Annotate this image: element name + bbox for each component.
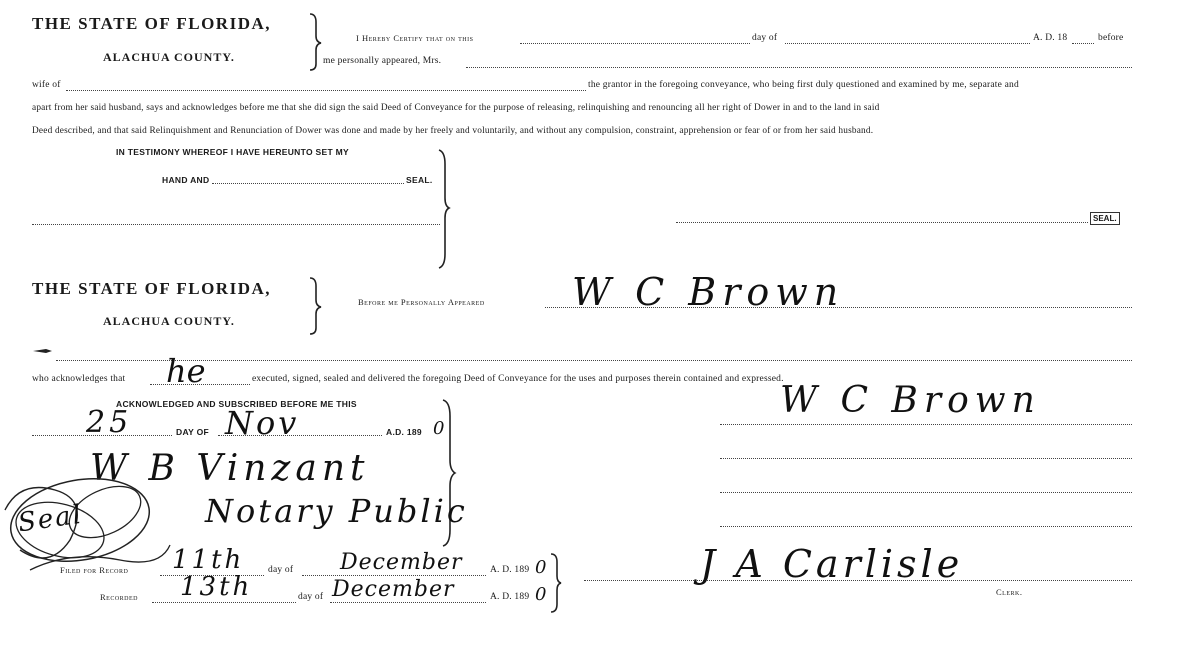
record-filed-day: 11th bbox=[172, 545, 245, 575]
cert1-line1-b: day of bbox=[752, 33, 778, 43]
cert1-sign-brace bbox=[436, 148, 454, 270]
pointing-hand-icon bbox=[32, 346, 54, 356]
cert2-ack-sub: ACKNOWLEDGED AND SUBSCRIBED BEFORE ME THIS bbox=[116, 399, 357, 409]
cert2-notary-name: W B Vinzant bbox=[90, 448, 370, 489]
cert2-appeared-name: W C Brown bbox=[572, 270, 845, 314]
cert1-hand-and: HAND AND bbox=[162, 175, 210, 185]
record-recorded-label: Recorded bbox=[100, 592, 139, 602]
cert1-line1-c: A. D. 18 bbox=[1033, 33, 1068, 43]
cert1-county-heading: ALACHUA COUNTY. bbox=[103, 50, 235, 64]
cert1-para-line2: apart from her said husband, says and acknowledges before me that she did sign the said Deed of Conveyance for the purpose of releasing, relinquishing and renouncing all her right of Dower in and to the land in said bbox=[32, 103, 880, 113]
record-filed-label: Filed for Record bbox=[60, 565, 129, 575]
cert2-county-heading: ALACHUA COUNTY. bbox=[103, 314, 235, 328]
cert1-para-line1: the grantor in the foregoing conveyance, who being first duly questioned and examined by me, separate and bbox=[588, 80, 1019, 90]
record-recorded-month-blank bbox=[330, 602, 486, 603]
record-brace bbox=[548, 552, 564, 614]
cert1-line1-d: before bbox=[1098, 33, 1124, 43]
cert1-wife-signature-line bbox=[676, 222, 1088, 223]
record-filed-ad: A. D. 189 bbox=[490, 565, 530, 575]
record-filed-dayof: day of bbox=[268, 565, 294, 575]
cert2-ad: A.D. 189 bbox=[386, 427, 422, 437]
cert1-mrs-blank bbox=[466, 67, 1132, 68]
cert2-signature-line-4 bbox=[720, 526, 1132, 527]
record-recorded-ad: A. D. 189 bbox=[490, 592, 530, 602]
cert1-state-heading: THE STATE OF FLORIDA, bbox=[32, 14, 271, 33]
cert1-year-blank bbox=[1072, 43, 1094, 44]
record-recorded-month: December bbox=[332, 577, 455, 602]
cert1-day-blank bbox=[520, 43, 750, 44]
cert1-seal-label: SEAL. bbox=[406, 175, 433, 185]
cert1-brace bbox=[306, 12, 324, 72]
cert1-line2: me personally appeared, Mrs. bbox=[323, 56, 442, 66]
cert2-month-value: Nov bbox=[225, 404, 300, 442]
cert1-hand-blank bbox=[212, 183, 404, 184]
record-filed-month-blank bbox=[302, 575, 486, 576]
cert2-signature-line-3 bbox=[720, 492, 1132, 493]
cert2-signature-line-2 bbox=[720, 458, 1132, 459]
cert2-notary-title: Notary Public bbox=[205, 492, 468, 530]
cert1-seal-box bbox=[1090, 206, 1120, 225]
record-recorded-day: 13th bbox=[180, 572, 253, 602]
record-filed-year: 0 bbox=[535, 557, 547, 578]
cert2-signature-line-1 bbox=[720, 424, 1132, 425]
record-clerk-signature: J A Carlisle bbox=[700, 542, 964, 586]
cert2-ack-pronoun: he bbox=[166, 352, 206, 390]
cert1-wife-of: wife of bbox=[32, 80, 61, 90]
record-recorded-dayof: day of bbox=[298, 592, 324, 602]
cert2-brace bbox=[306, 276, 324, 336]
record-recorded-day-blank bbox=[152, 602, 296, 603]
cert2-before-me: Before me Personally Appeared bbox=[358, 297, 485, 307]
cert2-day-value: 25 bbox=[86, 405, 133, 440]
cert1-husband-blank bbox=[66, 90, 586, 91]
cert1-line1-a: I Hereby Certify that on this bbox=[356, 33, 474, 43]
cert1-month-blank bbox=[785, 43, 1030, 44]
record-clerk-label: Clerk. bbox=[996, 587, 1023, 597]
cert2-ack-a: who acknowledges that bbox=[32, 374, 126, 384]
cert1-officer-line bbox=[32, 224, 440, 225]
cert2-wife-blank bbox=[56, 360, 1132, 361]
cert1-para-line3: Deed described, and that said Relinquishment and Renunciation of Dower was done and made by her freely and voluntarily, and without any compulsion, constraint, apprehension or fear of or from her said husband. bbox=[32, 126, 874, 136]
record-recorded-year: 0 bbox=[535, 584, 547, 605]
notary-seal-word: Seal bbox=[16, 499, 85, 539]
cert1-seal-box-label: SEAL. bbox=[1090, 212, 1120, 225]
cert2-state-heading: THE STATE OF FLORIDA, bbox=[32, 279, 271, 298]
cert2-ack-b: executed, signed, sealed and delivered the foregoing Deed of Conveyance for the uses and purposes therein contained and expressed. bbox=[252, 374, 784, 384]
record-filed-month: December bbox=[340, 550, 463, 575]
cert1-testimony: IN TESTIMONY WHEREOF I HAVE HEREUNTO SET MY bbox=[116, 147, 349, 157]
cert2-day-of: DAY OF bbox=[176, 427, 209, 437]
cert2-year-digit: 0 bbox=[433, 418, 445, 439]
cert2-signature: W C Brown bbox=[780, 380, 1041, 421]
